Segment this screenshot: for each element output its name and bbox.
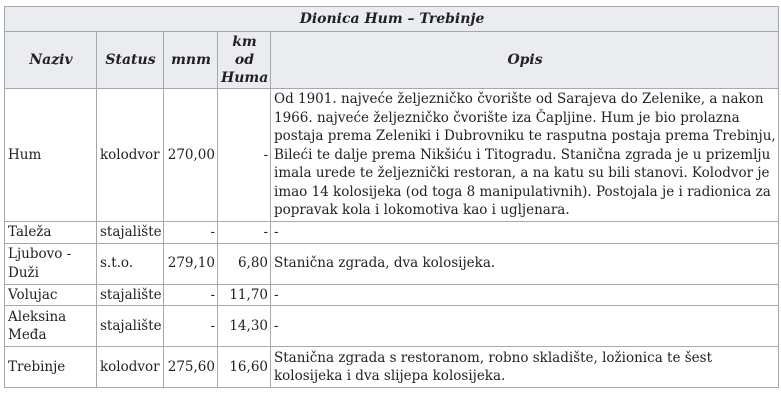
cell-status: kolodvor (97, 347, 164, 388)
header-km (218, 32, 271, 89)
cell-naziv: Aleksina Međa (5, 306, 97, 347)
cell-mnm: - (164, 306, 218, 347)
table-row (5, 222, 779, 244)
cell-km: 11,70 (218, 284, 271, 306)
header-km-line1: km od (232, 34, 257, 68)
cell-opis: - (271, 306, 779, 347)
cell-km: 16,60 (218, 347, 271, 388)
cell-opis: - (271, 284, 779, 306)
cell-opis: Stanična zgrada, dva kolosijeka. (271, 243, 779, 284)
header-row (5, 32, 779, 89)
cell-naziv: Trebinje (5, 347, 97, 388)
cell-mnm: 275,60 (164, 347, 218, 388)
cell-km: - (218, 222, 271, 244)
cell-mnm: 279,10 (164, 243, 218, 284)
cell-naziv: Taleža (5, 222, 97, 244)
cell-naziv: Ljubovo - Duži (5, 243, 97, 284)
cell-mnm: - (164, 222, 218, 244)
header-opis: Opis (271, 32, 779, 89)
header-mnm: mnm (164, 32, 218, 89)
cell-naziv: Hum (5, 89, 97, 222)
cell-km: 6,80 (218, 243, 271, 284)
route-table (4, 6, 779, 388)
table-row (5, 243, 779, 284)
cell-opis: - (271, 222, 779, 244)
table-container (4, 6, 779, 388)
cell-km: 14,30 (218, 306, 271, 347)
cell-status: stajalište (97, 222, 164, 244)
header-naziv: Naziv (5, 32, 97, 89)
cell-status: s.t.o. (97, 243, 164, 284)
table-caption: Dionica Hum – Trebinje (5, 7, 779, 32)
header-status: Status (97, 32, 164, 89)
caption-row (5, 7, 779, 32)
cell-opis: Stanična zgrada s restoranom, robno skladište, ložionica te šest kolosijeka i dva slijepa kolosijeka. (271, 347, 779, 388)
cell-mnm: - (164, 284, 218, 306)
table-row (5, 89, 779, 222)
table-row (5, 284, 779, 306)
cell-status: stajalište (97, 284, 164, 306)
cell-status: stajalište (97, 306, 164, 347)
cell-mnm: 270,00 (164, 89, 218, 222)
cell-km: - (218, 89, 271, 222)
table-row (5, 347, 779, 388)
cell-status: kolodvor (97, 89, 164, 222)
header-km-line2: Huma (221, 70, 269, 86)
cell-naziv: Volujac (5, 284, 97, 306)
table-row (5, 306, 779, 347)
cell-opis: Od 1901. najveće željezničko čvorište od Sarajeva do Zelenike, a nakon 1966. najveće željezničko čvorište iza Čapljine. Hum je bio prolazna postaja prema Zeleniki i Dubrovniku te rasputna postaja prema Trebinju, Bileći te dalje prema Nikšiću i Titogradu. Stanična zgrada je u prizemlju imala urede te željeznički restoran, a na katu su bili stanovi. Kolodvor je imao 14 kolosijeka (od toga 8 manipulativnih). Postojala je i radionica za popravak kola i lokomotiva kao i ugljenara. (271, 89, 779, 222)
